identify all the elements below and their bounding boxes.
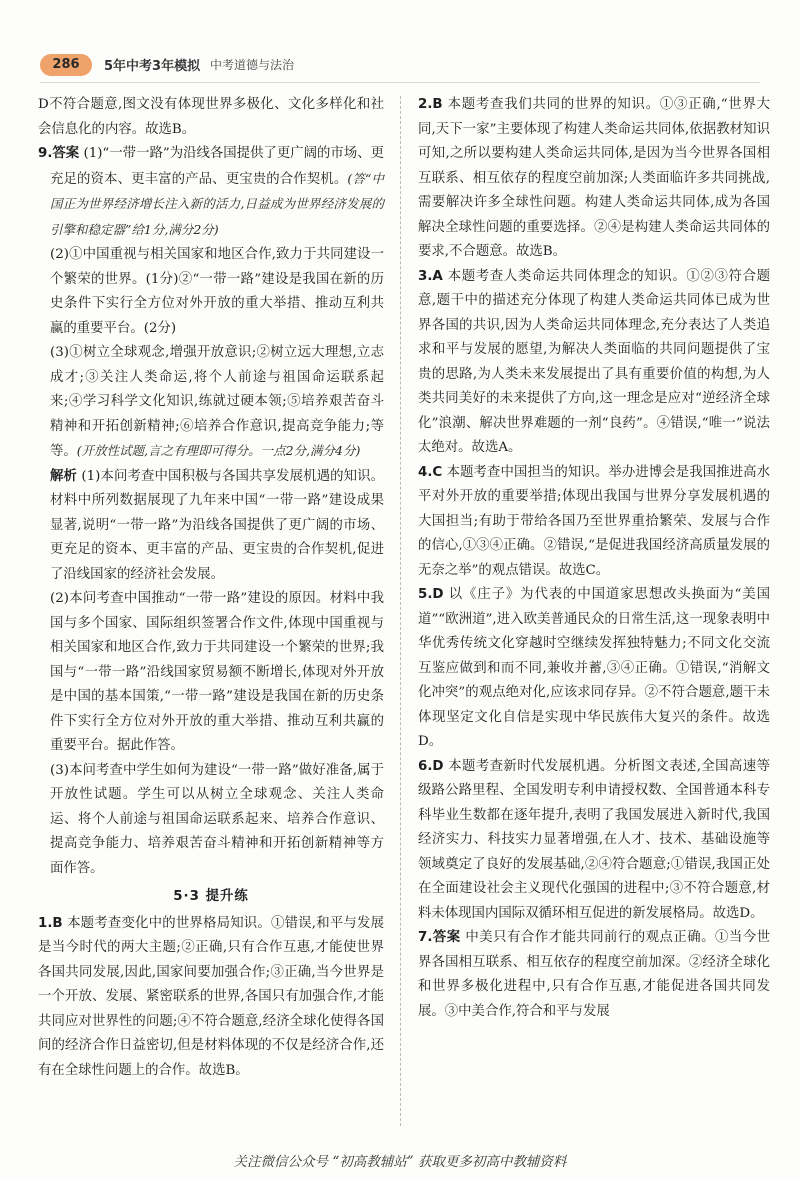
answer-q1 xyxy=(38,912,384,1084)
answer-q5 xyxy=(418,583,770,755)
q2-text: 本题考查我们共同的世界的知识。①③正确,“世界大同,天下一家”主要体现了构建人类命运共同体,依据教材知识可知,之所以要构建人类命运共同体,是因为当今世界各国相互联系、相互依存的程度空前加深;人类面临许多共同挑战,需要解决许多全球性问题。构建人类命运共同体,成为各国解决全球性问题的重要选择。②④是构建人类命运共同体的要求,不合题意。故选B。 xyxy=(418,97,770,259)
q7-text: 中美只有合作才能共同前行的观点正确。①当今世界各国相互联系、相互依存的程度空前加深。②经济全球化和世界多极化进程中,只有合作互惠,才能促进各国共同发展。③中美合作,符合和平与发展 xyxy=(418,930,771,1019)
q9-answer-label: 答案 xyxy=(52,146,80,161)
q9-answer-1 xyxy=(38,142,384,243)
q2-number: 2.B xyxy=(418,97,443,112)
q3-number: 3.A xyxy=(418,268,443,284)
header-rule xyxy=(40,82,760,83)
paragraph-q8-end: D不符合题意,图文没有体现世界多极化、文化多样化和社会信息化的内容。故选B。 xyxy=(38,97,384,137)
q9-answer-3 xyxy=(38,341,384,465)
q9-answer-2: (2)①中国重视与相关国家和地区合作,致力于共同建设一个繁荣的世界。(1分)②“一带一路”建设是我国在新的历史条件下实行全方位对外开放的重大举措、推动互利共赢的重要平台。(2分) xyxy=(50,247,384,336)
q3-text: 本题考查人类命运共同体理念的知识。①②③符合题意,题干中的描述充分体现了构建人类命运共同体已成为世界各国的共识,因为人类命运共同体理念,充分表达了人类追求和平与发展的愿望,为解决人类面临的共同问题提供了宝贵的思路,为人类未来发展提出了具有重要价值的构想,为人类共同美好的未来提供了方向,这一理念是应对“逆经济全球化”浪潮、解决世界难题的一剂“良药”。④错误,“唯一”说法太绝对。故选A。 xyxy=(418,268,771,455)
section-heading: 5·3 提升练 xyxy=(173,889,249,904)
answer-q2 xyxy=(418,93,770,265)
q5-number: 5.D xyxy=(418,587,444,602)
series-title: 5年中考3年模拟 xyxy=(104,59,201,74)
q9-answer-3-text: (3)①树立全球观念,增强开放意识;②树立远大理想,立志成才;③关注人类命运,将个人前途与祖国命运联系起来;④学习科学文化知识,练就过硬本领;⑤培养艰苦奋斗精神和开拓创新精神;⑥培养合作意识,提高竞争能力;等等。 xyxy=(50,345,384,459)
q4-number: 4.C xyxy=(418,464,443,480)
q1-number: 1.B xyxy=(38,915,63,931)
q5-text: 以《庄子》为代表的中国道家思想改头换面为“美国道”“欧洲道”,进入欧美普通民众的日常生活,这一现象表明中华优秀传统文化穿越时空继续发挥独特魅力;不同文化交流互鉴应做到和而不同,兼收并蓄,③④正确。①错误,“消解文化冲突”的观点绝对化,应该求同存异。②不符合题意,题干未体现坚定文化自信是实现中华民族伟大复兴的条件。故选D。 xyxy=(418,587,770,749)
q9-answer-1-text: (1)“一带一路”为沿线各国提供了更广阔的市场、更充足的资本、更丰富的产品、更宝贵的合作契机。 xyxy=(50,146,384,187)
q1-text: 本题考查变化中的世界格局知识。①错误,和平与发展是当今时代的两大主题;②正确,只有合作互惠,才能使世界各国共同发展,因此,国家间要加强合作;③正确,当今世界是一个开放、发展、紧密联系的世界,各国只有加强合作,才能共同应对世界性的问题;④不符合题意,经济全球化使得各国间的经济合作日益密切,但是材料体现的不仅是经济合作,还有在全球性问题上的合作。故选B。 xyxy=(38,915,384,1078)
q9-analysis-1 xyxy=(38,465,384,588)
page-number-badge: 286 xyxy=(40,54,92,76)
page-header xyxy=(0,0,800,88)
q9-analysis-2: (2)本问考查中国推动“一带一路”建设的原因。材料中我国与多个国家、国际组织签署合作文件,体现中国重视与相关国家和地区合作,致力于共同建设一个繁荣的世界;我国与“一带一路”沿线国家贸易额不断增长,体现对外开放是中国的基本国策,“一带一路”建设是我国在新的历史条件下实行全方位对外开放的重大举措、推动互利共赢的重要平台。据此作答。 xyxy=(50,591,384,753)
q4-text: 本题考查中国担当的知识。举办进博会是我国推进高水平对外开放的重要举措;体现出我国与世界分享发展机遇的大国担当;有助于带给各国乃至世界重拾繁荣、发展与合作的信心,①③④正确。②错误,“是促进我国经济高质量发展的无奈之举”的观点错误。故选C。 xyxy=(418,464,771,578)
footer-note: 关注微信公众号 “初高教辅站” 获取更多初高中教辅资料 xyxy=(233,1154,567,1170)
answer-q7 xyxy=(418,926,770,1024)
column-divider xyxy=(400,96,401,1126)
q9-number: 9. xyxy=(38,146,53,161)
left-column xyxy=(38,93,384,1083)
q7-answer-label: 答案 xyxy=(432,930,461,945)
q9-answer-1-note: (答“中国正为世界经济增长注入新的活力,日益成为世界经济发展的引擎和稳定器”给1分,满分2分) xyxy=(50,170,384,237)
answer-q3 xyxy=(418,265,770,461)
q9-analysis-3: (3)本问考查中学生如何为建设“一带一路”做好准备,属于开放性试题。学生可以从树立全球观念、关注人类命运、将个人前途与祖国命运联系起来、培养合作意识、提高竞争能力、培养艰苦奋斗精神和开拓创新精神等方面作答。 xyxy=(50,762,384,876)
analysis-label: 解析 xyxy=(50,468,78,484)
q6-text: 本题考查新时代发展机遇。分析图文表述,全国高速等级路公路里程、全国发明专利申请授权数、全国普通本科专科毕业生数都在逐年提升,表明了我国发展进入新时代,我国经济实力、科技实力显著增强,在人才、技术、基础设施等领域奠定了良好的发展基础,②④符合题意;①错误,我国正处在全面建设社会主义现代化强国的进程中;③不符合题意,材料未体现国内国际双循环相互促进的新发展格局。故选D。 xyxy=(418,758,770,921)
q9-answer-3-note: (开放性试题,言之有理即可得分。一点2分,满分4分) xyxy=(76,443,361,458)
q9-analysis-1-text: (1)本问考查中国积极与各国共享发展机遇的知识。材料中所列数据展现了九年来中国“一带一路”建设成果显著,说明“一带一路”为沿线各国提供了更广阔的市场、更充足的资本、更丰富的产品、更宝贵的合作契机,促进了沿线国家的经济社会发展。 xyxy=(50,468,384,582)
q6-number: 6.D xyxy=(418,758,444,774)
answer-q4 xyxy=(418,461,770,584)
right-column xyxy=(418,93,770,1024)
answer-q6 xyxy=(418,755,770,927)
q7-number: 7. xyxy=(418,930,433,945)
subject-title: 中考道德与法治 xyxy=(210,58,295,72)
